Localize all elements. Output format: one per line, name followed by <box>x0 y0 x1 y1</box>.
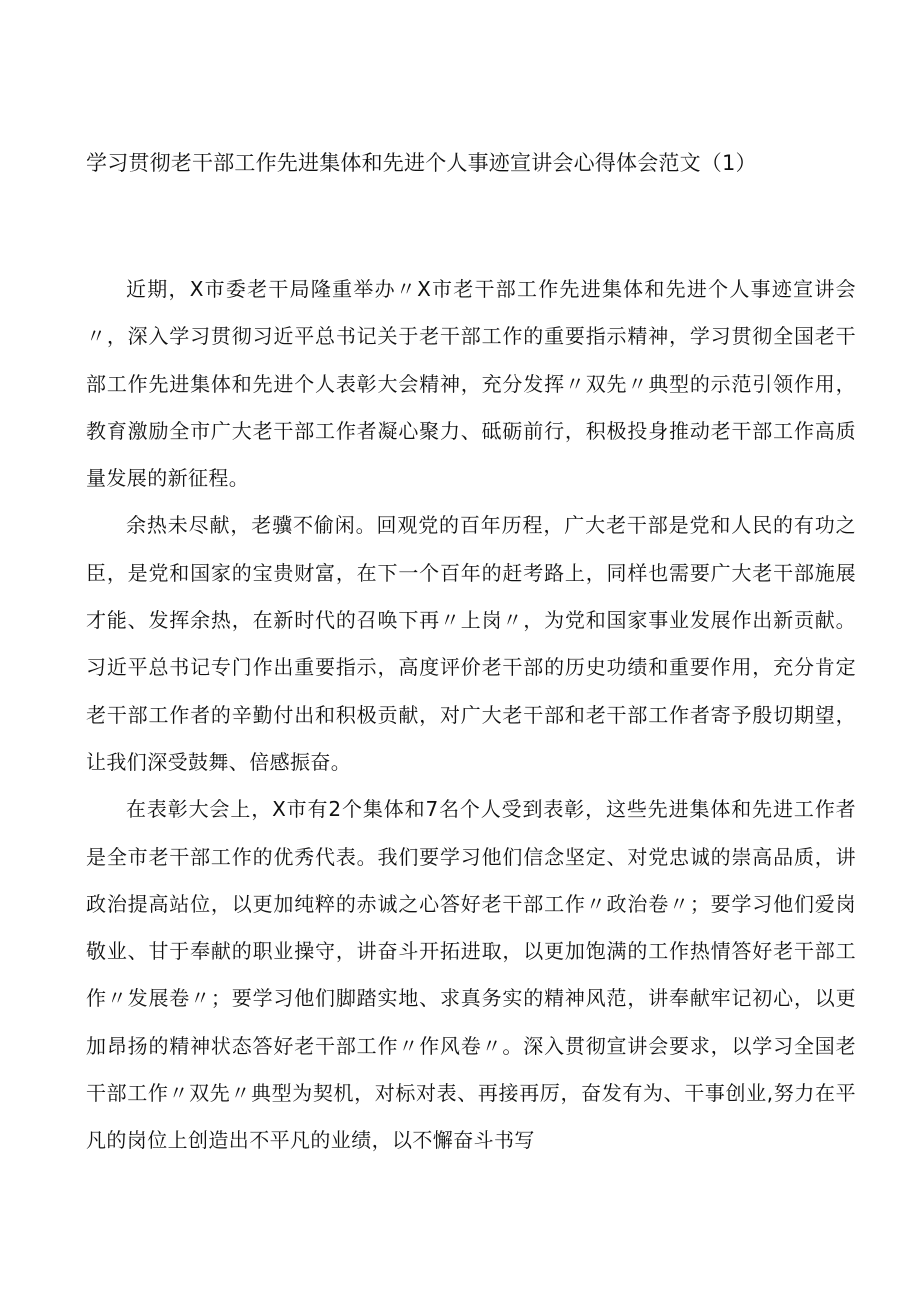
paragraph-1: 近期，X市委老干局隆重举办〃X市老干部工作先进集体和先进个人事迹宣讲会〃，深入学习贯彻习近平总书记关于老干部工作的重要指示精神，学习贯彻全国老干部工作先进集体和先进个人表彰大会精神，充分发挥〃双先〃典型的示范引领作用，教育激励全市广大老干部工作者凝心聚力、砥砺前行，积极投身推动老干部工作高质量发展的新征程。 <box>86 277 856 491</box>
document-title: 学习贯彻老干部工作先进集体和先进个人事迹宣讲会心得体会范文（1） <box>86 151 757 175</box>
paragraph-3: 在表彰大会上，X市有2个集体和7名个人受到表彰，这些先进集体和先进工作者是全市老干部工作的优秀代表。我们要学习他们信念坚定、对党忠诚的崇高品质，讲政治提高站位，以更加纯粹的赤诚之心答好老干部工作〃政治卷〃；要学习他们爱岗敬业、甘于奉献的职业操守，讲奋斗开拓进取，以更加饱满的工作热情答好老干部工作〃发展卷〃；要学习他们脚踏实地、求真务实的精神风范，讲奉献牢记初心，以更加昂扬的精神状态答好老干部工作〃作风卷〃。深入贯彻宣讲会要求，以学习全国老干部工作〃双先〃典型为契机，对标对表、再接再厉，奋发有为、干事创业,努力在平凡的岗位上创造出不平凡的业绩，以不懈奋斗书写 <box>86 797 856 1153</box>
document-body <box>86 266 856 1165</box>
paragraph-2: 余热未尽献，老骥不偷闲。回观党的百年历程，广大老干部是党和人民的有功之臣，是党和国家的宝贵财富，在下一个百年的赶考路上，同样也需要广大老干部施展才能、发挥余热，在新时代的召唤下再〃上岗〃，为党和国家事业发展作出新贡献。习近平总书记专门作出重要指示，高度评价老干部的历史功绩和重要作用，充分肯定老干部工作者的辛勤付出和积极贡献，对广大老干部和老干部工作者寄予殷切期望，让我们深受鼓舞、倍感振奋。 <box>86 513 856 774</box>
